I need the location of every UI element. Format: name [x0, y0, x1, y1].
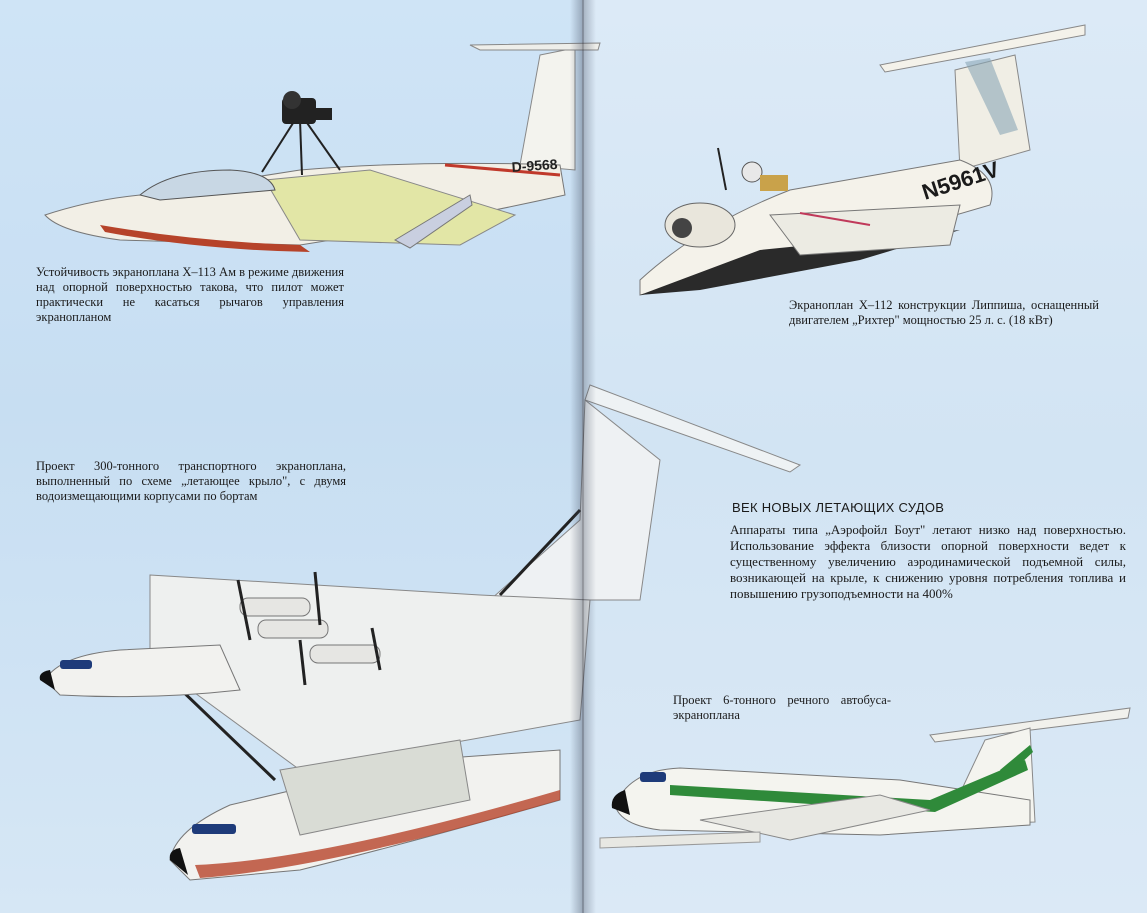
caption-300t: Проект 300-тонного транспортного экраноплана, выполненный по схеме „летающее крыло", с двумя водоизмещающими корпусами по бортам: [36, 459, 346, 503]
section-heading: ВЕК НОВЫХ ЛЕТАЮЩИХ СУДОВ: [732, 500, 945, 515]
caption-x113: Устойчивость экраноплана Х–113 Ам в режиме движения над опорной поверхностью такова, что пилот может практически не касаться рычагов управления экранопланом: [36, 265, 344, 324]
x113-tail-number: D-9568: [511, 155, 559, 175]
body-paragraph: Аппараты типа „Аэрофойл Боут" летают низко над поверхностью. Использование эффекта близости опорной поверхности ведет к существенному увеличению аэродинамической подъемной силы, возникающей на крыле, к снижению уровня потребления топлива и повышению грузоподъемности на 400%: [730, 522, 1126, 601]
x112-tail-number: N5961V: [918, 156, 1003, 205]
caption-x112: Экраноплан Х–112 конструкции Липпиша, оснащенный двигателем „Рихтер" мощностью 25 л. с. (18 кВт): [789, 298, 1099, 327]
caption-river-bus: Проект 6-тонного речного автобуса-экраноплана: [673, 693, 891, 722]
